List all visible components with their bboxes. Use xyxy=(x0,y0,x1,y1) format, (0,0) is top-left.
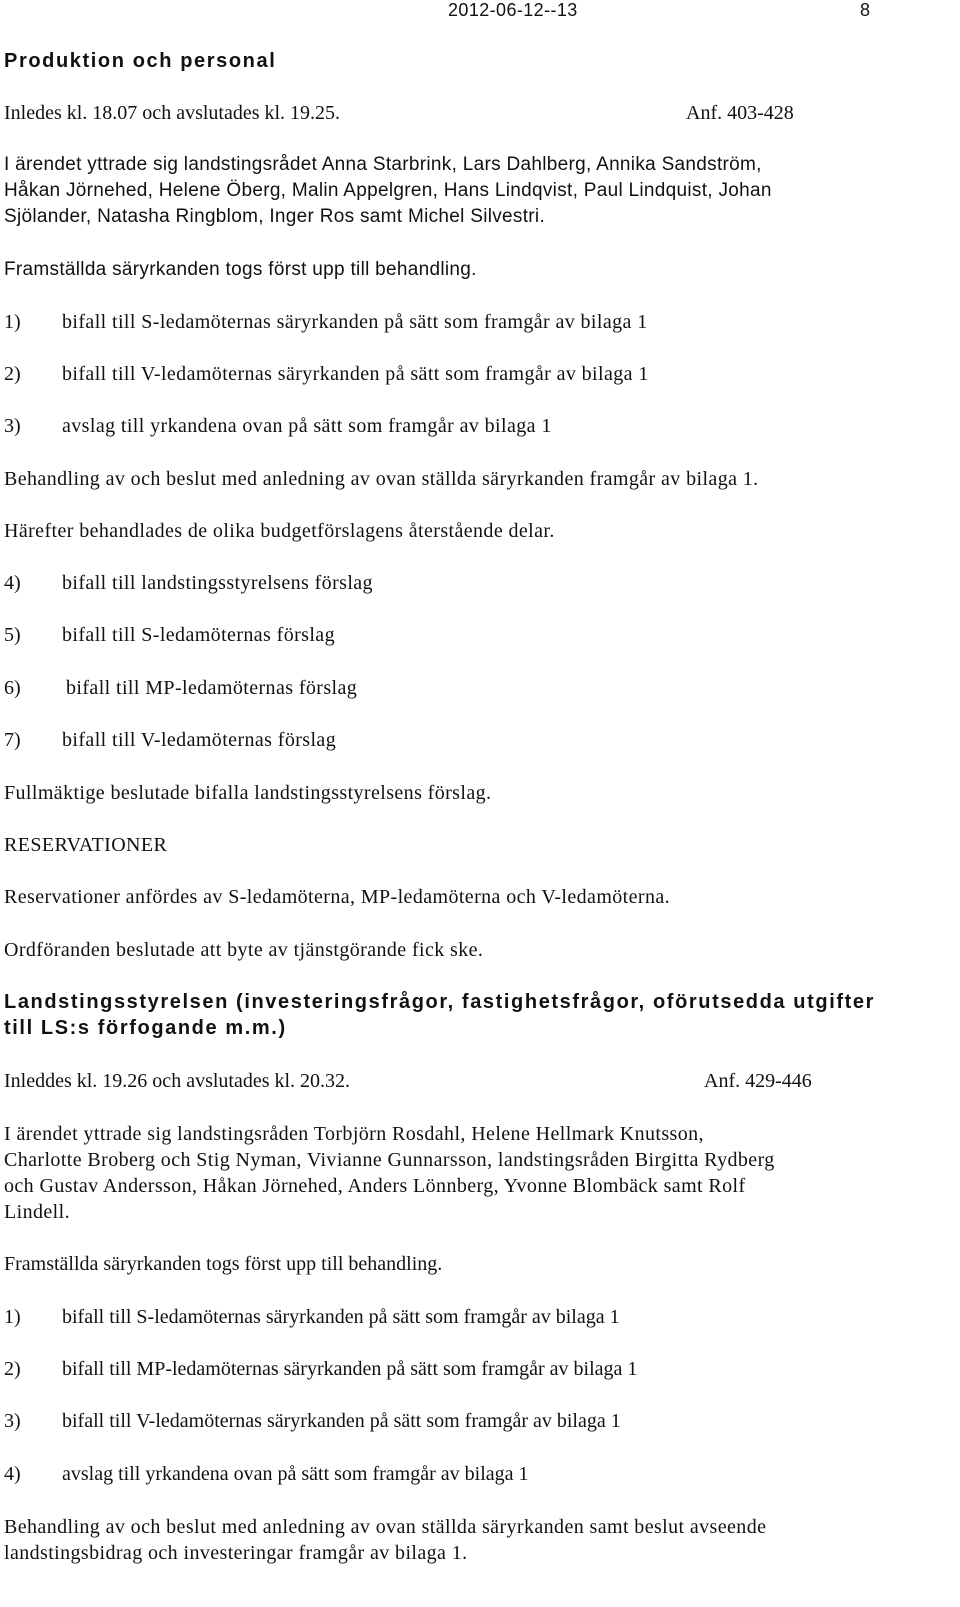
list-item-text: bifall till V-ledamöternas säryrkanden på sätt som framgår av bilaga 1 xyxy=(62,1410,621,1432)
page-number: 8 xyxy=(860,0,871,20)
handling-text: Behandling av och beslut med anledning av ovan ställda säryrkanden framgår av bilaga 1. xyxy=(4,468,759,490)
handling-text-line-1: Behandling av och beslut med anledning av ovan ställda säryrkanden samt beslut avseende xyxy=(4,1516,767,1538)
remaining-text: Härefter behandlades de olika budgetförslagens återstående delar. xyxy=(4,520,555,542)
section-title-produktion: Produktion och personal xyxy=(4,50,277,72)
list-item xyxy=(4,361,934,387)
speakers-line-2: Håkan Jörnehed, Helene Öberg, Malin Appelgren, Hans Lindqvist, Paul Lindquist, Johan xyxy=(4,180,772,201)
list-item-number: 1) xyxy=(4,311,21,333)
list-item xyxy=(4,1356,934,1382)
list-item xyxy=(4,570,934,596)
list-item-text: bifall till landstingsstyrelsens förslag xyxy=(62,572,373,594)
page-header xyxy=(0,0,960,24)
list-item-text: bifall till S-ledamöternas förslag xyxy=(62,624,335,646)
speakers-line-1: I ärendet yttrade sig landstingsråden Torbjörn Rosdahl, Helene Hellmark Knutsson, xyxy=(4,1123,704,1145)
list-item-number: 6) xyxy=(4,677,21,699)
list-item xyxy=(4,1461,934,1487)
list-item-text: bifall till V-ledamöternas säryrkanden på sätt som framgår av bilaga 1 xyxy=(62,363,649,385)
list-item-text: avslag till yrkandena ovan på sätt som framgår av bilaga 1 xyxy=(62,415,552,437)
list-item-number: 4) xyxy=(4,572,21,594)
list-item xyxy=(4,413,934,439)
list-item-text: bifall till S-ledamöternas säryrkanden på sätt som framgår av bilaga 1 xyxy=(62,311,648,333)
list-item-number: 3) xyxy=(4,1410,21,1432)
list-item-number: 2) xyxy=(4,363,21,385)
list-item-text: bifall till MP-ledamöternas förslag xyxy=(66,677,358,699)
list-item-text: bifall till MP-ledamöternas säryrkanden på sätt som framgår av bilaga 1 xyxy=(62,1358,638,1380)
list-item-text: bifall till S-ledamöternas säryrkanden på sätt som framgår av bilaga 1 xyxy=(62,1306,620,1328)
list-item xyxy=(4,309,934,335)
header-date: 2012-06-12--13 xyxy=(448,0,578,20)
handling-text-line-2: landstingsbidrag och investeringar framgår av bilaga 1. xyxy=(4,1542,468,1564)
list-item-number: 3) xyxy=(4,415,21,437)
session-time: Inledes kl. 18.07 och avslutades kl. 19.25. xyxy=(4,102,341,124)
reservations-text: Reservationer anfördes av S-ledamöterna, MP-ledamöterna och V-ledamöterna. xyxy=(4,886,671,908)
session-time: Inleddes kl. 19.26 och avslutades kl. 20.32. xyxy=(4,1070,351,1092)
anf-range: Anf. 403-428 xyxy=(686,102,794,124)
speakers-line-3: Sjölander, Natasha Ringblom, Inger Ros samt Michel Silvestri. xyxy=(4,206,546,227)
list-item xyxy=(4,1304,934,1330)
list-item xyxy=(4,727,934,753)
session-time-row xyxy=(4,1068,904,1094)
list-item-number: 4) xyxy=(4,1463,21,1485)
intro-text: Framställda säryrkanden togs först upp till behandling. xyxy=(4,259,477,280)
list-item-text: bifall till V-ledamöternas förslag xyxy=(62,729,337,751)
speakers-line-2: Charlotte Broberg och Stig Nyman, Vivianne Gunnarsson, landstingsråden Birgitta Rydberg xyxy=(4,1149,775,1171)
decision-text: Fullmäktige beslutade bifalla landstingsstyrelsens förslag. xyxy=(4,782,492,804)
list-item xyxy=(4,622,934,648)
section-title-landstingsstyrelsen-line-2: till LS:s förfogande m.m.) xyxy=(4,1017,287,1039)
reservations-heading: RESERVATIONER xyxy=(4,834,168,856)
list-item-number: 5) xyxy=(4,624,21,646)
speakers-line-1: I ärendet yttrade sig landstingsrådet Anna Starbrink, Lars Dahlberg, Annika Sandström, xyxy=(4,154,762,175)
list-item xyxy=(4,675,934,701)
list-item-number: 2) xyxy=(4,1358,21,1380)
section-title-landstingsstyrelsen-line-1: Landstingsstyrelsen (investeringsfrågor, fastighetsfrågor, oförutsedda utgifter xyxy=(4,991,875,1013)
speakers-line-4: Lindell. xyxy=(4,1201,70,1223)
list-item xyxy=(4,1408,934,1434)
list-item-number: 1) xyxy=(4,1306,21,1328)
session-time-row xyxy=(4,100,904,126)
speakers-line-3: och Gustav Andersson, Håkan Jörnehed, Anders Lönnberg, Yvonne Blombäck samt Rolf xyxy=(4,1175,746,1197)
anf-range: Anf. 429-446 xyxy=(704,1070,812,1092)
list-item-number: 7) xyxy=(4,729,21,751)
list-item-text: avslag till yrkandena ovan på sätt som framgår av bilaga 1 xyxy=(62,1463,529,1485)
chair-change-text: Ordföranden beslutade att byte av tjänstgörande fick ske. xyxy=(4,939,484,961)
intro-text: Framställda säryrkanden togs först upp till behandling. xyxy=(4,1253,443,1275)
